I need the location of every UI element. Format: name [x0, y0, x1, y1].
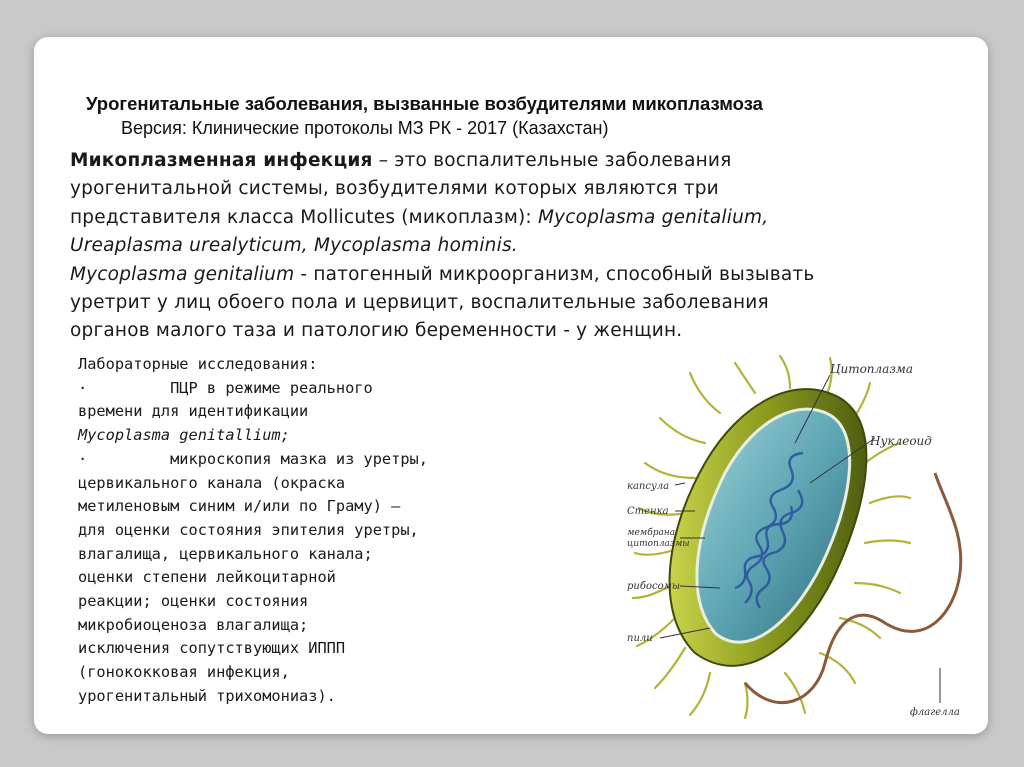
definition-part: – это воспалительные заболевания [372, 150, 732, 171]
lab-line: времени для идентификации [78, 402, 309, 421]
lab-bullet-2: · микроскопия мазка из уретры, [78, 449, 428, 468]
intro-line-2: урогенитальной системы, возбудителями которых являются три [70, 178, 719, 200]
definition-part: представителя класса Mollicutes (микоплазм): [70, 206, 538, 228]
lab-line [78, 424, 518, 448]
label-nucleoid: Нуклеоид [870, 434, 932, 448]
label-cytoplasm: Цитоплазма [830, 362, 913, 376]
lab-bullet-1: · ПЦР в режиме реального [78, 378, 373, 397]
description-part: - патогенный микроорганизм, способный вызывать [294, 263, 815, 285]
label-membrane-1: мембрана [627, 528, 676, 538]
intro-line-5 [70, 261, 975, 289]
species-name: Mycoplasma genitalium, [537, 206, 769, 228]
lab-line: для оценки состояния эпителия уретры, [78, 520, 419, 539]
label-pili: пили [627, 633, 653, 644]
intro-line-6: уретрит у лиц обоего пола и цервицит, воспалительные заболевания [70, 292, 769, 314]
label-flagellum: флагелла [910, 707, 960, 718]
label-wall: Стенка [627, 506, 669, 517]
intro-line-4 [70, 232, 975, 260]
lab-line: оценки степени лейкоцитарной [78, 568, 336, 587]
lab-line: влагалища, цервикального канала; [78, 544, 373, 563]
slide-title: Урогенитальные заболевания, вызванные возбудителями микоплазмоза [86, 93, 763, 114]
lab-line: реакции; оценки состояния [78, 592, 309, 611]
bacterium-diagram [625, 353, 982, 721]
bacterium-illustration [625, 353, 982, 721]
lab-line: цервикального канала (окраска [78, 473, 346, 492]
version-line: Версия: Клинические протоколы МЗ РК - 2017 (Казахстан) [121, 118, 609, 138]
label-capsule: капсула [627, 481, 670, 492]
species-name: Mycoplasma genitallium; [78, 426, 290, 445]
intro-line-3 [70, 204, 975, 232]
label-membrane-2: цитоплазмы [627, 539, 690, 549]
label-ribosomes: рибосомы [627, 581, 681, 592]
species-name: Ureaplasma urealyticum, Mycoplasma hominis. [70, 235, 518, 257]
lab-line: исключения сопутствующих ИППП [78, 639, 346, 658]
lab-section [78, 353, 518, 709]
intro-line-1 [70, 147, 975, 175]
lab-line: (гонококковая инфекция, [78, 663, 290, 682]
intro-line-7: органов малого таза и патологию беременности - у женщин. [70, 320, 683, 342]
species-name: Mycoplasma genitalium [70, 263, 295, 285]
intro-paragraph [70, 147, 975, 346]
lab-line: микробиоценоза влагалища; [78, 615, 309, 634]
term: Микоплазменная инфекция [70, 150, 373, 171]
lab-heading: Лабораторные исследования: [78, 355, 318, 373]
lab-line: метиленовым синим и/или по Граму) – [78, 497, 401, 516]
lab-line: урогенитальный трихомониаз). [78, 686, 336, 705]
